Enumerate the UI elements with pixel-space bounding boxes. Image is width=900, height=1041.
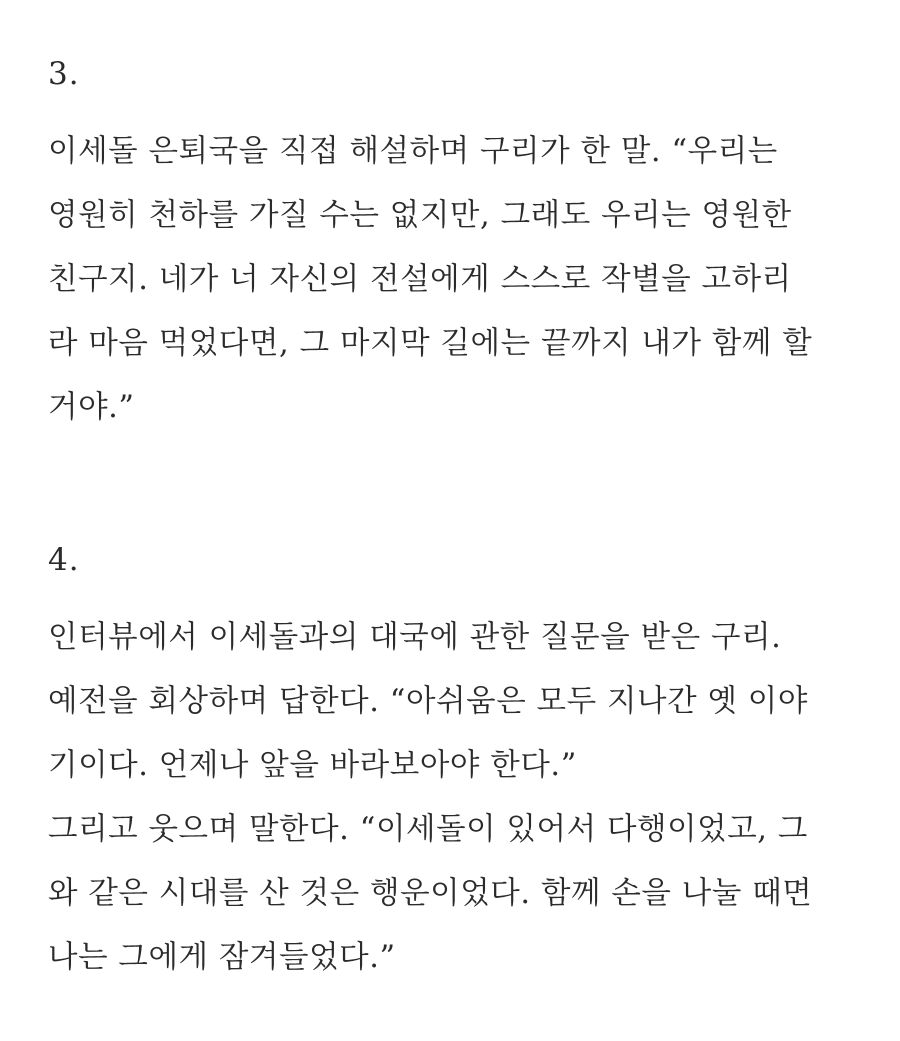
paragraph-line: 거야.” bbox=[48, 390, 135, 425]
paragraph-line: 영원히 천하를 가질 수는 없지만, 그래도 우리는 영원한 bbox=[48, 198, 792, 233]
section-number: 4. bbox=[48, 542, 80, 578]
paragraph-line: 예전을 회상하며 답한다. “아쉬움은 모두 지나간 옛 이야 bbox=[48, 684, 808, 719]
paragraph-line: 인터뷰에서 이세돌과의 대국에 관한 질문을 받은 구리. bbox=[48, 620, 782, 655]
section-number: 3. bbox=[48, 56, 80, 92]
paragraph-line: 그리고 웃으며 말한다. “이세돌이 있어서 다행이었고, 그 bbox=[48, 812, 808, 847]
paragraph-line: 라 마음 먹었다면, 그 마지막 길에는 끝까지 내가 함께 할 bbox=[48, 326, 813, 361]
section-4 bbox=[48, 542, 858, 990]
paragraph-line: 와 같은 시대를 산 것은 행운이었다. 함께 손을 나눌 때면 bbox=[48, 876, 813, 911]
paragraph-line: 나는 그에게 잠겨들었다.” bbox=[48, 940, 396, 975]
section-3 bbox=[48, 56, 858, 440]
paragraph-line: 친구지. 네가 너 자신의 전설에게 스스로 작별을 고하리 bbox=[48, 262, 792, 297]
paragraph-line: 기이다. 언제나 앞을 바라보아야 한다.” bbox=[48, 748, 577, 783]
paragraph-line: 이세돌 은퇴국을 직접 해설하며 구리가 한 말. “우리는 bbox=[48, 134, 778, 169]
article-body bbox=[48, 56, 858, 990]
